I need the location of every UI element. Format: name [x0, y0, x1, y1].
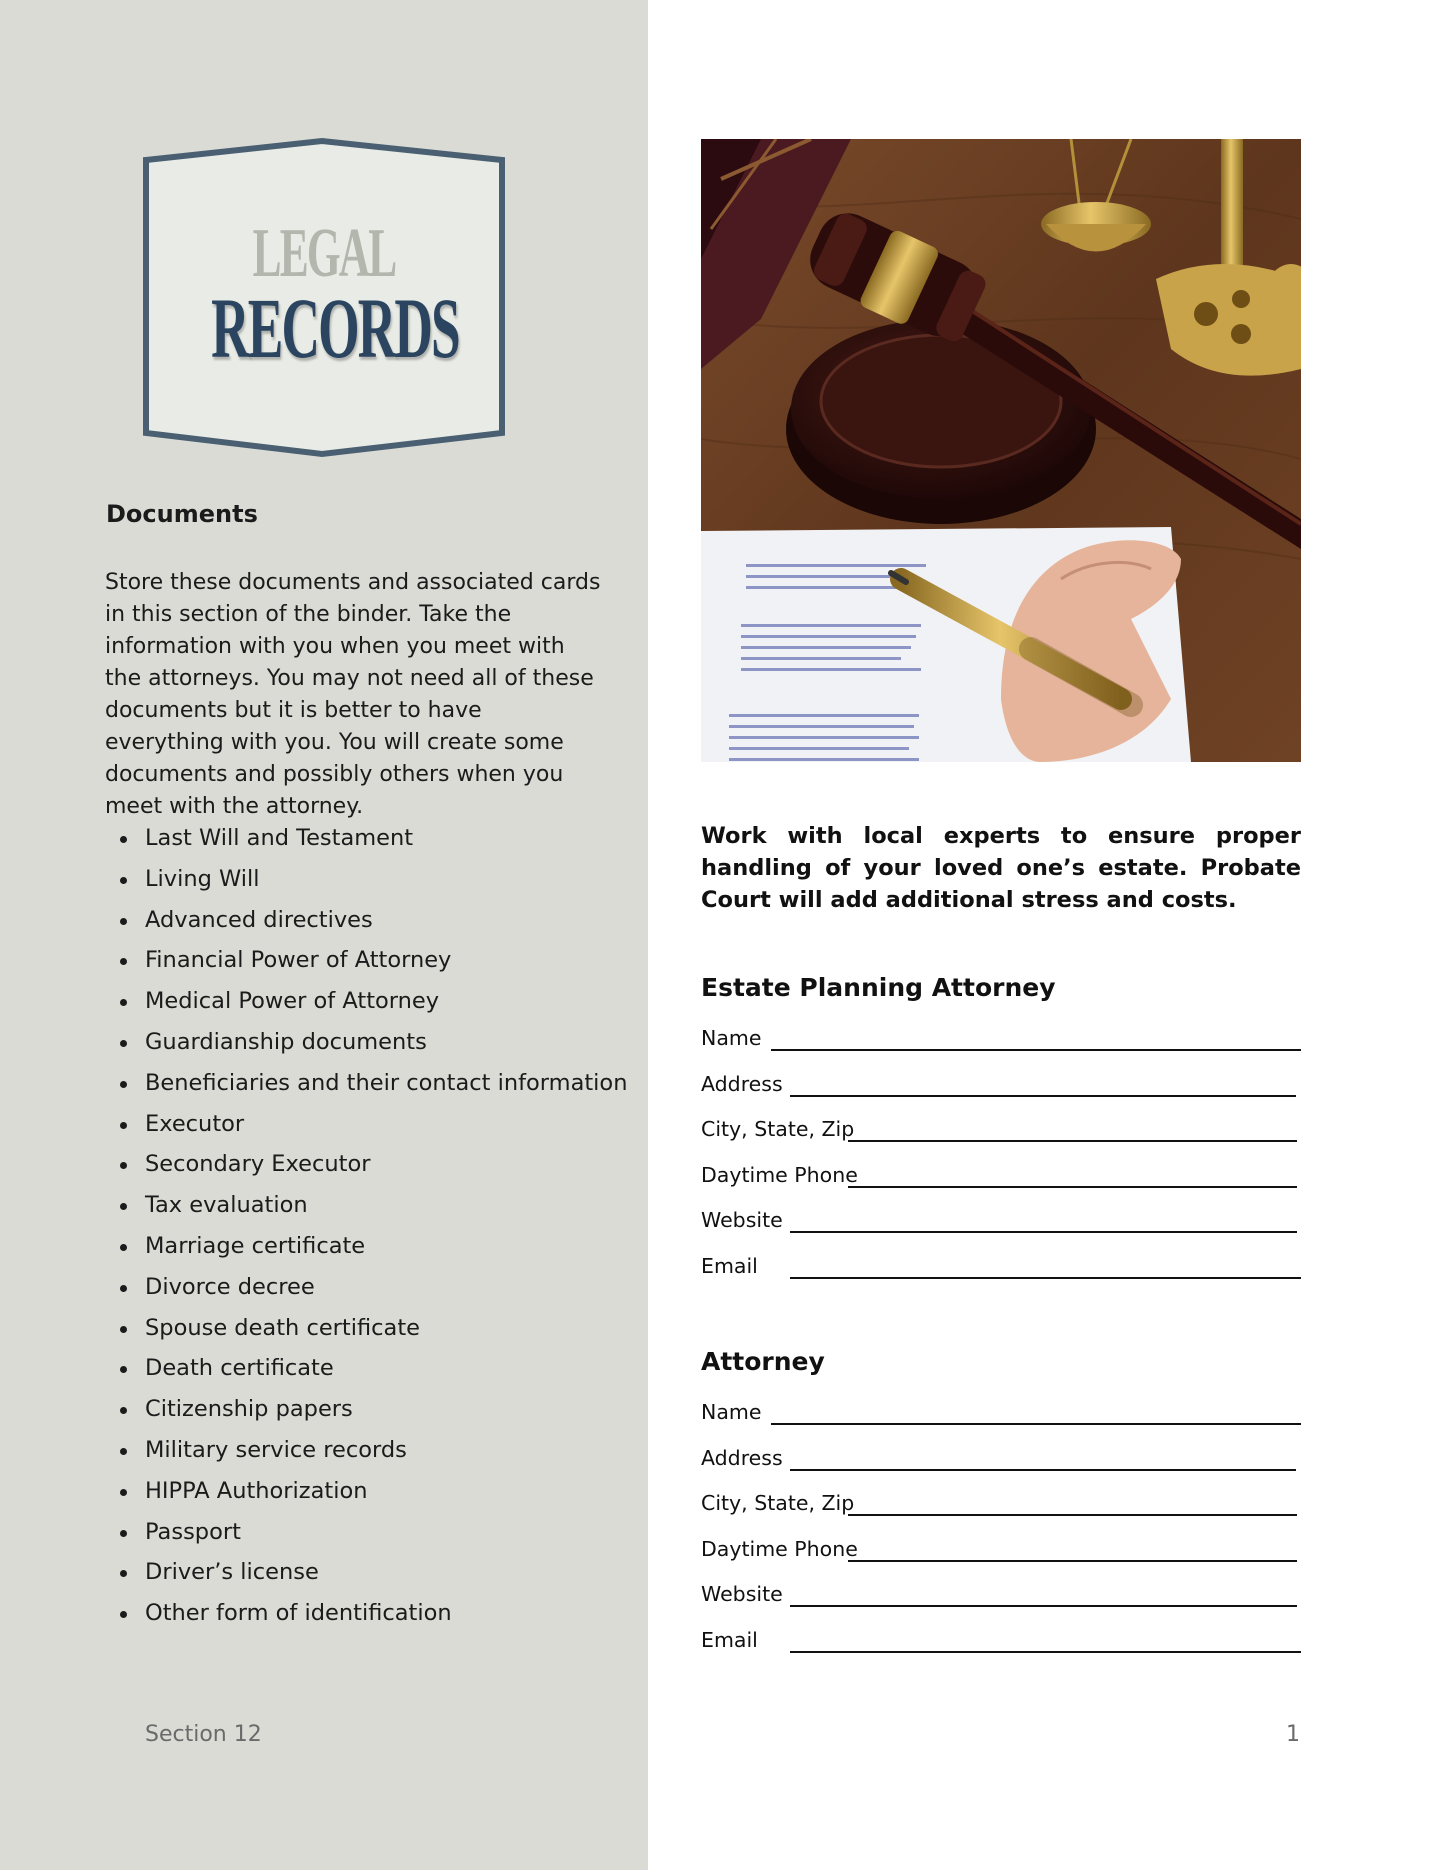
address-row: [701, 1064, 1301, 1110]
email-label: Email: [701, 1627, 758, 1652]
list-item: Divorce decree: [105, 1267, 627, 1308]
list-item: Financial Power of Attorney: [105, 940, 627, 981]
legal-records-badge: [142, 138, 506, 458]
phone-row: [701, 1155, 1301, 1201]
address-label: Address: [701, 1071, 783, 1096]
documents-intro: Store these documents and associated cards in this section of the binder. Take the information with you when you meet with the attorneys. You may not need all of these documents but it is better to have everything with you. You will create some documents and possibly others when you meet with the attorney.: [105, 570, 601, 819]
website-field[interactable]: [790, 1231, 1297, 1233]
name-field[interactable]: [771, 1049, 1301, 1051]
city-field[interactable]: [848, 1514, 1297, 1516]
legal-photo: [701, 139, 1301, 762]
list-item: Driver’s license: [105, 1552, 627, 1593]
city-row: [701, 1109, 1301, 1155]
city-label: City, State, Zip: [701, 1117, 855, 1141]
attorney-form: [701, 1342, 1301, 1665]
section-label: Section 12: [145, 1722, 262, 1747]
email-label: Email: [701, 1253, 758, 1278]
address-field[interactable]: [790, 1095, 1296, 1097]
address-field[interactable]: [790, 1469, 1296, 1471]
email-field[interactable]: [790, 1277, 1301, 1279]
list-item: Citizenship papers: [105, 1389, 627, 1430]
phone-field[interactable]: [848, 1186, 1297, 1188]
email-row: [701, 1246, 1301, 1292]
list-item: Death certificate: [105, 1348, 627, 1389]
list-item: Spouse death certificate: [105, 1308, 627, 1349]
list-item: Executor: [105, 1104, 627, 1145]
list-item: HIPPA Authorization: [105, 1471, 627, 1512]
name-row: [701, 1018, 1301, 1064]
badge-legal-text: LEGAL: [252, 215, 396, 292]
list-item: Guardianship documents: [105, 1022, 627, 1063]
email-row: [701, 1620, 1301, 1666]
tagline: Work with local experts to ensure proper handling of your loved one’s estate. Probate Court will add additional stress and costs.: [701, 823, 1301, 913]
list-item: Military service records: [105, 1430, 627, 1471]
website-row: [701, 1200, 1301, 1246]
list-item: Living Will: [105, 859, 627, 900]
list-item: Other form of identification: [105, 1593, 627, 1634]
phone-label: Daytime Phone: [701, 1162, 858, 1187]
name-row: [701, 1392, 1301, 1438]
city-label: City, State, Zip: [701, 1491, 855, 1515]
documents-heading: Documents: [106, 500, 258, 528]
phone-label: Daytime Phone: [701, 1536, 858, 1561]
name-label: Name: [701, 1026, 762, 1050]
list-item: Secondary Executor: [105, 1144, 627, 1185]
website-row: [701, 1574, 1301, 1620]
estate-attorney-title: Estate Planning Attorney: [701, 973, 1056, 1002]
list-item: Beneficiaries and their contact information: [105, 1063, 627, 1104]
list-item: Passport: [105, 1512, 627, 1553]
city-field[interactable]: [848, 1140, 1297, 1142]
address-label: Address: [701, 1445, 783, 1470]
page-number: 1: [1286, 1722, 1300, 1747]
list-item: Marriage certificate: [105, 1226, 627, 1267]
left-panel: [0, 0, 648, 1870]
list-item: Medical Power of Attorney: [105, 981, 627, 1022]
list-item: Advanced directives: [105, 900, 627, 941]
city-row: [701, 1483, 1301, 1529]
badge-records-text: RECORDS: [211, 280, 459, 376]
website-label: Website: [701, 1208, 783, 1232]
website-label: Website: [701, 1582, 783, 1606]
website-field[interactable]: [790, 1605, 1297, 1607]
estate-attorney-form: [701, 968, 1301, 1291]
email-field[interactable]: [790, 1651, 1301, 1653]
phone-field[interactable]: [848, 1560, 1297, 1562]
phone-row: [701, 1529, 1301, 1575]
name-field[interactable]: [771, 1423, 1301, 1425]
name-label: Name: [701, 1400, 762, 1424]
documents-list: [105, 818, 627, 1634]
attorney-title: Attorney: [701, 1347, 825, 1376]
address-row: [701, 1438, 1301, 1484]
list-item: Tax evaluation: [105, 1185, 627, 1226]
list-item: Last Will and Testament: [105, 818, 627, 859]
